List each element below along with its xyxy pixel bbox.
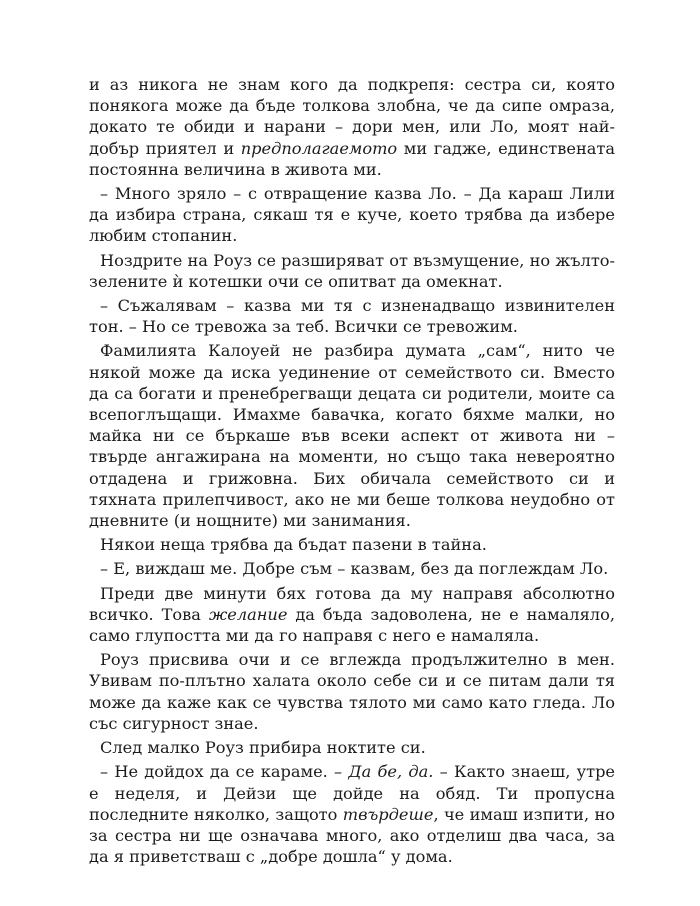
italic-text: Да бе, да. (348, 762, 434, 782)
paragraph (89, 583, 615, 647)
book-page-text (89, 74, 615, 870)
paragraph (89, 295, 615, 337)
text-run: – Много зряло – с отвращение казва Ло. – Да караш Лили да избира страна, сякаш тя е куче, което трябва да избере любим стопанин. (89, 184, 615, 246)
text-run: – Е, виждаш ме. Добре съм – казвам, без да поглеждам Ло. (100, 559, 609, 579)
text-run: – Съжалявам – казва ми тя с изненадващо извинителен тон. – Но се тревожа за теб. Всички се тревожим. (89, 296, 615, 337)
italic-text: твърдеше (342, 804, 434, 824)
paragraph (89, 340, 615, 531)
text-run: – Както знаеш, утре е неделя, и Дейзи ще дойде на обяд. Ти пропусна последните няколко, защото (89, 762, 616, 824)
text-run: Роуз присвива очи и се вглежда продължително в мен. Увивам по-плътно халата около себе си и се питам дали тя може да каже как се чувства тялото ми само като гледа. Ло със сигурност знае. (89, 650, 615, 733)
paragraph (89, 183, 615, 247)
text-run: Ноздрите на Роуз се разширяват от възмущение, но жълто-зелените ѝ котешки очи се опитват да омекнат. (89, 250, 615, 291)
text-run: Фамилията Калоуей не разбира думата „сам“, нито че някой може да иска уединение от семейството си. Вместо да са богати и пренебрегващи децата си родители, моите са всепоглъщащи. Имахме бавачка, когато бяхме малки, но майка ни се бъркаше във всеки аспект от живота ни – твърде ангажирана на моменти, но също така невероятно отдадена и грижовна. Бих обичала семейството си и тяхната прилепчивост, ако не ми беше толкова неудобно от дневните (и нощните) ми занимания. (89, 341, 615, 531)
paragraph (89, 649, 615, 734)
text-run: , че имаш изпити, но за сестра ни ще означава много, ако отделиш два часа, за да я приветстваш с „добре дошла“ у дома. (89, 804, 615, 867)
text-run: Преди две минути бях готова да му направя абсолютно всичко. Това (89, 583, 615, 624)
paragraph (89, 250, 615, 292)
italic-text: предполагаемото (240, 138, 398, 158)
text-run: След малко Роуз прибира ноктите си. (100, 738, 426, 758)
text-run: ми гадже, единствената постоянна величина в живота ми. (89, 138, 615, 179)
italic-text: желание (208, 604, 288, 624)
paragraph (89, 74, 615, 180)
text-run: – Не дойдох да се караме. – (100, 762, 349, 782)
text-run: и аз никога не знам кого да подкрепя: сестра си, която понякога може да бъде толкова злобна, че да сипе омраза, докато те обиди и нарани – дори мен, или Ло, моят най-добър приятел и (89, 75, 615, 158)
paragraph (89, 534, 615, 555)
paragraph (89, 737, 615, 758)
paragraph (89, 558, 615, 579)
text-run: да бъда задоволена, не е намаляло, само глупостта ми да го направя с него е намаляла. (89, 604, 615, 646)
paragraph (89, 761, 615, 867)
text-run: Някои неща трябва да бъдат пазени в тайна. (100, 535, 487, 555)
